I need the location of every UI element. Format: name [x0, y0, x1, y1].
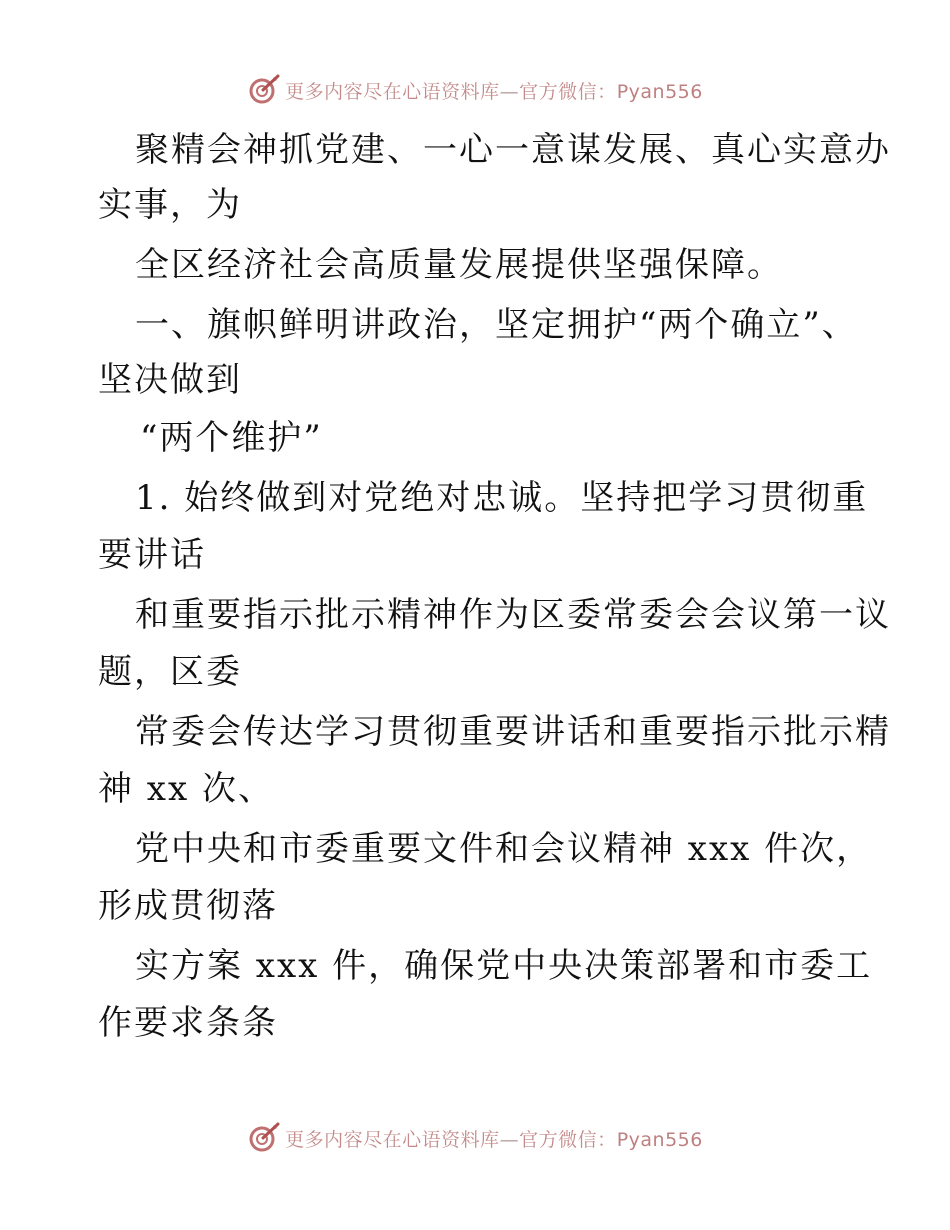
text-line: 作要求条条: [98, 1003, 278, 1043]
text-line: 常委会传达学习贯彻重要讲话和重要指示批示精: [135, 712, 891, 752]
watermark-wechat-label: 官方微信：: [519, 1128, 617, 1151]
watermark-separator: —: [499, 80, 520, 103]
text-line: 形成贯彻落: [98, 886, 278, 926]
watermark-title: 更多内容尽在心语资料库: [285, 80, 500, 103]
watermark-separator: —: [499, 1128, 520, 1151]
watermark-text: [285, 77, 703, 104]
footer-watermark: [0, 1118, 950, 1158]
watermark-wechat-id: Pyan556: [616, 80, 703, 103]
section-heading: 坚决做到: [98, 360, 242, 400]
text-line: 党中央和市委重要文件和会议精神 xxx 件次，: [135, 829, 873, 869]
text-line: 题，区委: [98, 652, 242, 692]
watermark-text: [285, 1125, 703, 1152]
text-line: 全区经济社会高质量发展提供坚强保障。: [135, 245, 783, 285]
text-line: 和重要指示批示精神作为区委常委会会议第一议: [135, 595, 891, 635]
watermark-wechat-label: 官方微信：: [519, 80, 617, 103]
text-line: 实事，为: [98, 185, 242, 225]
text-line: 聚精会神抓党建、一心一意谋发展、真心实意办: [135, 130, 891, 170]
text-line: 神 xx 次、: [98, 769, 274, 809]
text-line: 实方案 xxx 件，确保党中央决策部署和市委工: [135, 946, 873, 986]
watermark-title: 更多内容尽在心语资料库: [285, 1128, 500, 1151]
section-heading: “两个维护”: [140, 418, 323, 458]
pen-swirl-logo-icon: [247, 73, 281, 107]
watermark-wechat-id: Pyan556: [616, 1128, 703, 1151]
text-line: 1. 始终做到对党绝对忠诚。坚持把学习贯彻重: [135, 478, 869, 518]
text-line: 要讲话: [98, 535, 206, 575]
pen-swirl-logo-icon: [247, 1121, 281, 1155]
section-heading: 一、旗帜鲜明讲政治，坚定拥护“两个确立”、: [135, 305, 858, 345]
header-watermark: [0, 70, 950, 110]
